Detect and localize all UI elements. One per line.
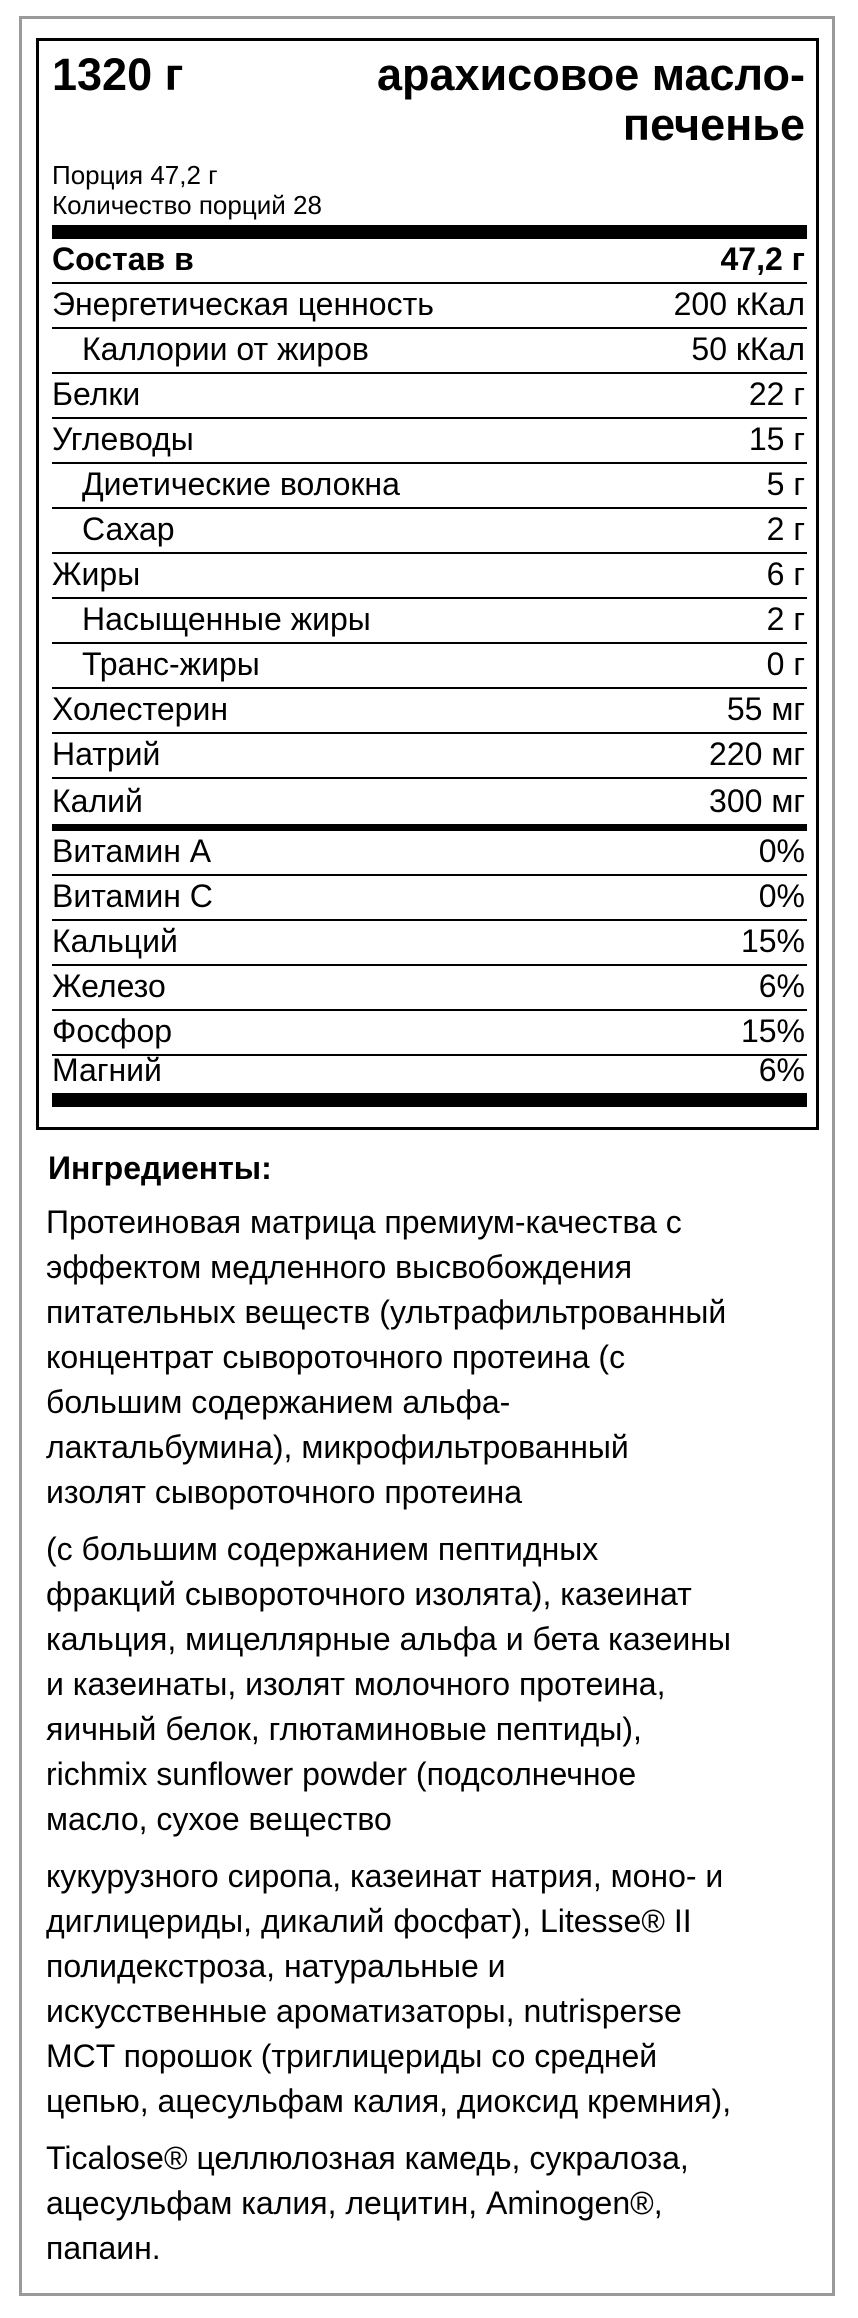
- ingredients-line: MCT порошок (триглицериды со средней: [46, 2038, 658, 2074]
- nutrient-value: 50 кКал: [691, 331, 805, 367]
- vitamin-name: Витамин С: [52, 878, 213, 914]
- product-name-line-1: арахисовое масло-: [376, 49, 805, 100]
- nutrient-value: 6 г: [766, 556, 805, 592]
- ingredients-line: концентрат сывороточного протеина (с: [46, 1339, 626, 1375]
- nutrient-name: Жиры: [52, 556, 141, 592]
- ingredients-paragraph: [46, 1527, 826, 1842]
- ingredients-line: лактальбумина), микрофильтрованный: [46, 1429, 629, 1465]
- nutrient-name: Каллории от жиров: [82, 331, 369, 367]
- label-header: [52, 50, 805, 160]
- nutrient-row: [52, 689, 807, 734]
- nutrient-name: Энергетическая ценность: [52, 286, 434, 322]
- vitamin-value: 6%: [758, 968, 805, 1004]
- nutrient-row: [52, 419, 807, 464]
- ingredients-line: папаин.: [46, 2230, 161, 2266]
- ingredients-paragraph: [46, 1200, 826, 1515]
- ingredients-line: диглицериды, дикалий фосфат), Litesse® II: [46, 1903, 692, 1939]
- nutrient-value: 55 мг: [726, 691, 805, 727]
- nutrient-name: Диетические волокна: [82, 466, 400, 502]
- nutrient-row: [52, 464, 807, 509]
- ingredients-text: [46, 1200, 826, 2283]
- nutrient-row: [52, 329, 807, 374]
- nutrient-row: [52, 284, 807, 329]
- nutrient-value: 2 г: [766, 511, 805, 547]
- vitamin-value: 15%: [740, 1013, 805, 1049]
- ingredients-line: большим содержанием альфа-: [46, 1384, 511, 1420]
- ingredients-line: искусственные ароматизаторы, nutrisperse: [46, 1993, 682, 2029]
- ingredients-line: richmix sunflower powder (подсолнечное: [46, 1756, 637, 1792]
- nutrient-name: Углеводы: [52, 421, 194, 457]
- ingredients-line: цепью, ацесульфам калия, диоксид кремния),: [46, 2083, 732, 2119]
- nutrient-name: Белки: [52, 376, 141, 412]
- ingredients-line: ацесульфам калия, лецитин, Aminogen®,: [46, 2185, 663, 2221]
- serving-count: Количество порций 28: [52, 190, 322, 220]
- nutrient-value: 15 г: [748, 421, 805, 457]
- ingredients-line: Ticalose® целлюлозная камедь, сукралоза,: [46, 2140, 689, 2176]
- composition-header-row: [52, 239, 807, 284]
- ingredients-line: масло, сухое вещество: [46, 1801, 392, 1837]
- nutrient-row: [52, 374, 807, 419]
- medium-divider: [52, 824, 807, 831]
- product-name-line-2: печенье: [622, 99, 805, 150]
- nutrient-row: [52, 644, 807, 689]
- thick-divider: [52, 225, 807, 239]
- ingredients-line: эффектом медленного высвобождения: [46, 1249, 633, 1285]
- nutrient-name: Сахар: [82, 511, 175, 547]
- nutrient-row: [52, 734, 807, 779]
- nutrient-row: [52, 509, 807, 554]
- vitamin-name: Фосфор: [52, 1013, 173, 1049]
- vitamin-name: Магний: [52, 1052, 162, 1088]
- vitamin-name: Кальций: [52, 923, 178, 959]
- nutrient-value: 300 мг: [709, 783, 805, 819]
- ingredients-line: кукурузного сиропа, казеинат натрия, моно- и: [46, 1858, 724, 1894]
- nutrient-row: [52, 554, 807, 599]
- product-name: [285, 50, 805, 150]
- vitamin-value: 15%: [740, 923, 805, 959]
- nutrient-value: 0 г: [766, 646, 805, 682]
- ingredients-paragraph: [46, 2136, 826, 2271]
- composition-header-value: 47,2 г: [720, 241, 805, 277]
- ingredients-line: кальция, мицеллярные альфа и бета казеины: [46, 1621, 731, 1657]
- vitamin-row: [52, 966, 807, 1011]
- vitamin-row: [52, 1048, 807, 1093]
- nutrient-row: [52, 599, 807, 644]
- ingredients-line: питательных веществ (ультрафильтрованный: [46, 1294, 727, 1330]
- vitamin-name: Железо: [52, 968, 166, 1004]
- nutrient-name: Насыщенные жиры: [82, 601, 371, 637]
- vitamin-row: [52, 831, 807, 876]
- nutrient-name: Калий: [52, 783, 143, 819]
- bottom-divider: [52, 1093, 807, 1107]
- ingredients-line: фракций сывороточного изолята), казеинат: [46, 1576, 692, 1612]
- ingredients-line: и казеинаты, изолят молочного протеина,: [46, 1666, 666, 1702]
- nutrient-name: Холестерин: [52, 691, 228, 727]
- product-weight: 1320 г: [52, 49, 184, 100]
- nutrient-value: 220 мг: [709, 736, 805, 772]
- nutrient-name: Натрий: [52, 736, 161, 772]
- ingredients-line: яичный белок, глютаминовые пептиды),: [46, 1711, 642, 1747]
- ingredients-line: (с большим содержанием пептидных: [46, 1531, 599, 1567]
- vitamin-value: 0%: [758, 833, 805, 869]
- ingredients-line: изолят сывороточного протеина: [46, 1474, 522, 1510]
- ingredients-line: Протеиновая матрица премиум-качества с: [46, 1204, 682, 1240]
- ingredients-line: полидекстроза, натуральные и: [46, 1948, 506, 1984]
- serving-size: Порция 47,2 г: [52, 160, 218, 190]
- nutrient-value: 2 г: [766, 601, 805, 637]
- vitamin-name: Витамин А: [52, 833, 212, 869]
- nutrient-row: [52, 779, 807, 824]
- ingredients-heading: Ингредиенты:: [48, 1150, 272, 1186]
- vitamin-row: [52, 921, 807, 966]
- nutrient-name: Транс-жиры: [82, 646, 260, 682]
- nutrient-value: 200 кКал: [673, 286, 805, 322]
- vitamin-value: 0%: [758, 878, 805, 914]
- vitamin-value: 6%: [758, 1052, 805, 1088]
- vitamin-row: [52, 876, 807, 921]
- ingredients-paragraph: [46, 1854, 826, 2124]
- nutrient-value: 22 г: [748, 376, 805, 412]
- nutrient-value: 5 г: [766, 466, 805, 502]
- composition-header-label: Состав в: [52, 241, 194, 277]
